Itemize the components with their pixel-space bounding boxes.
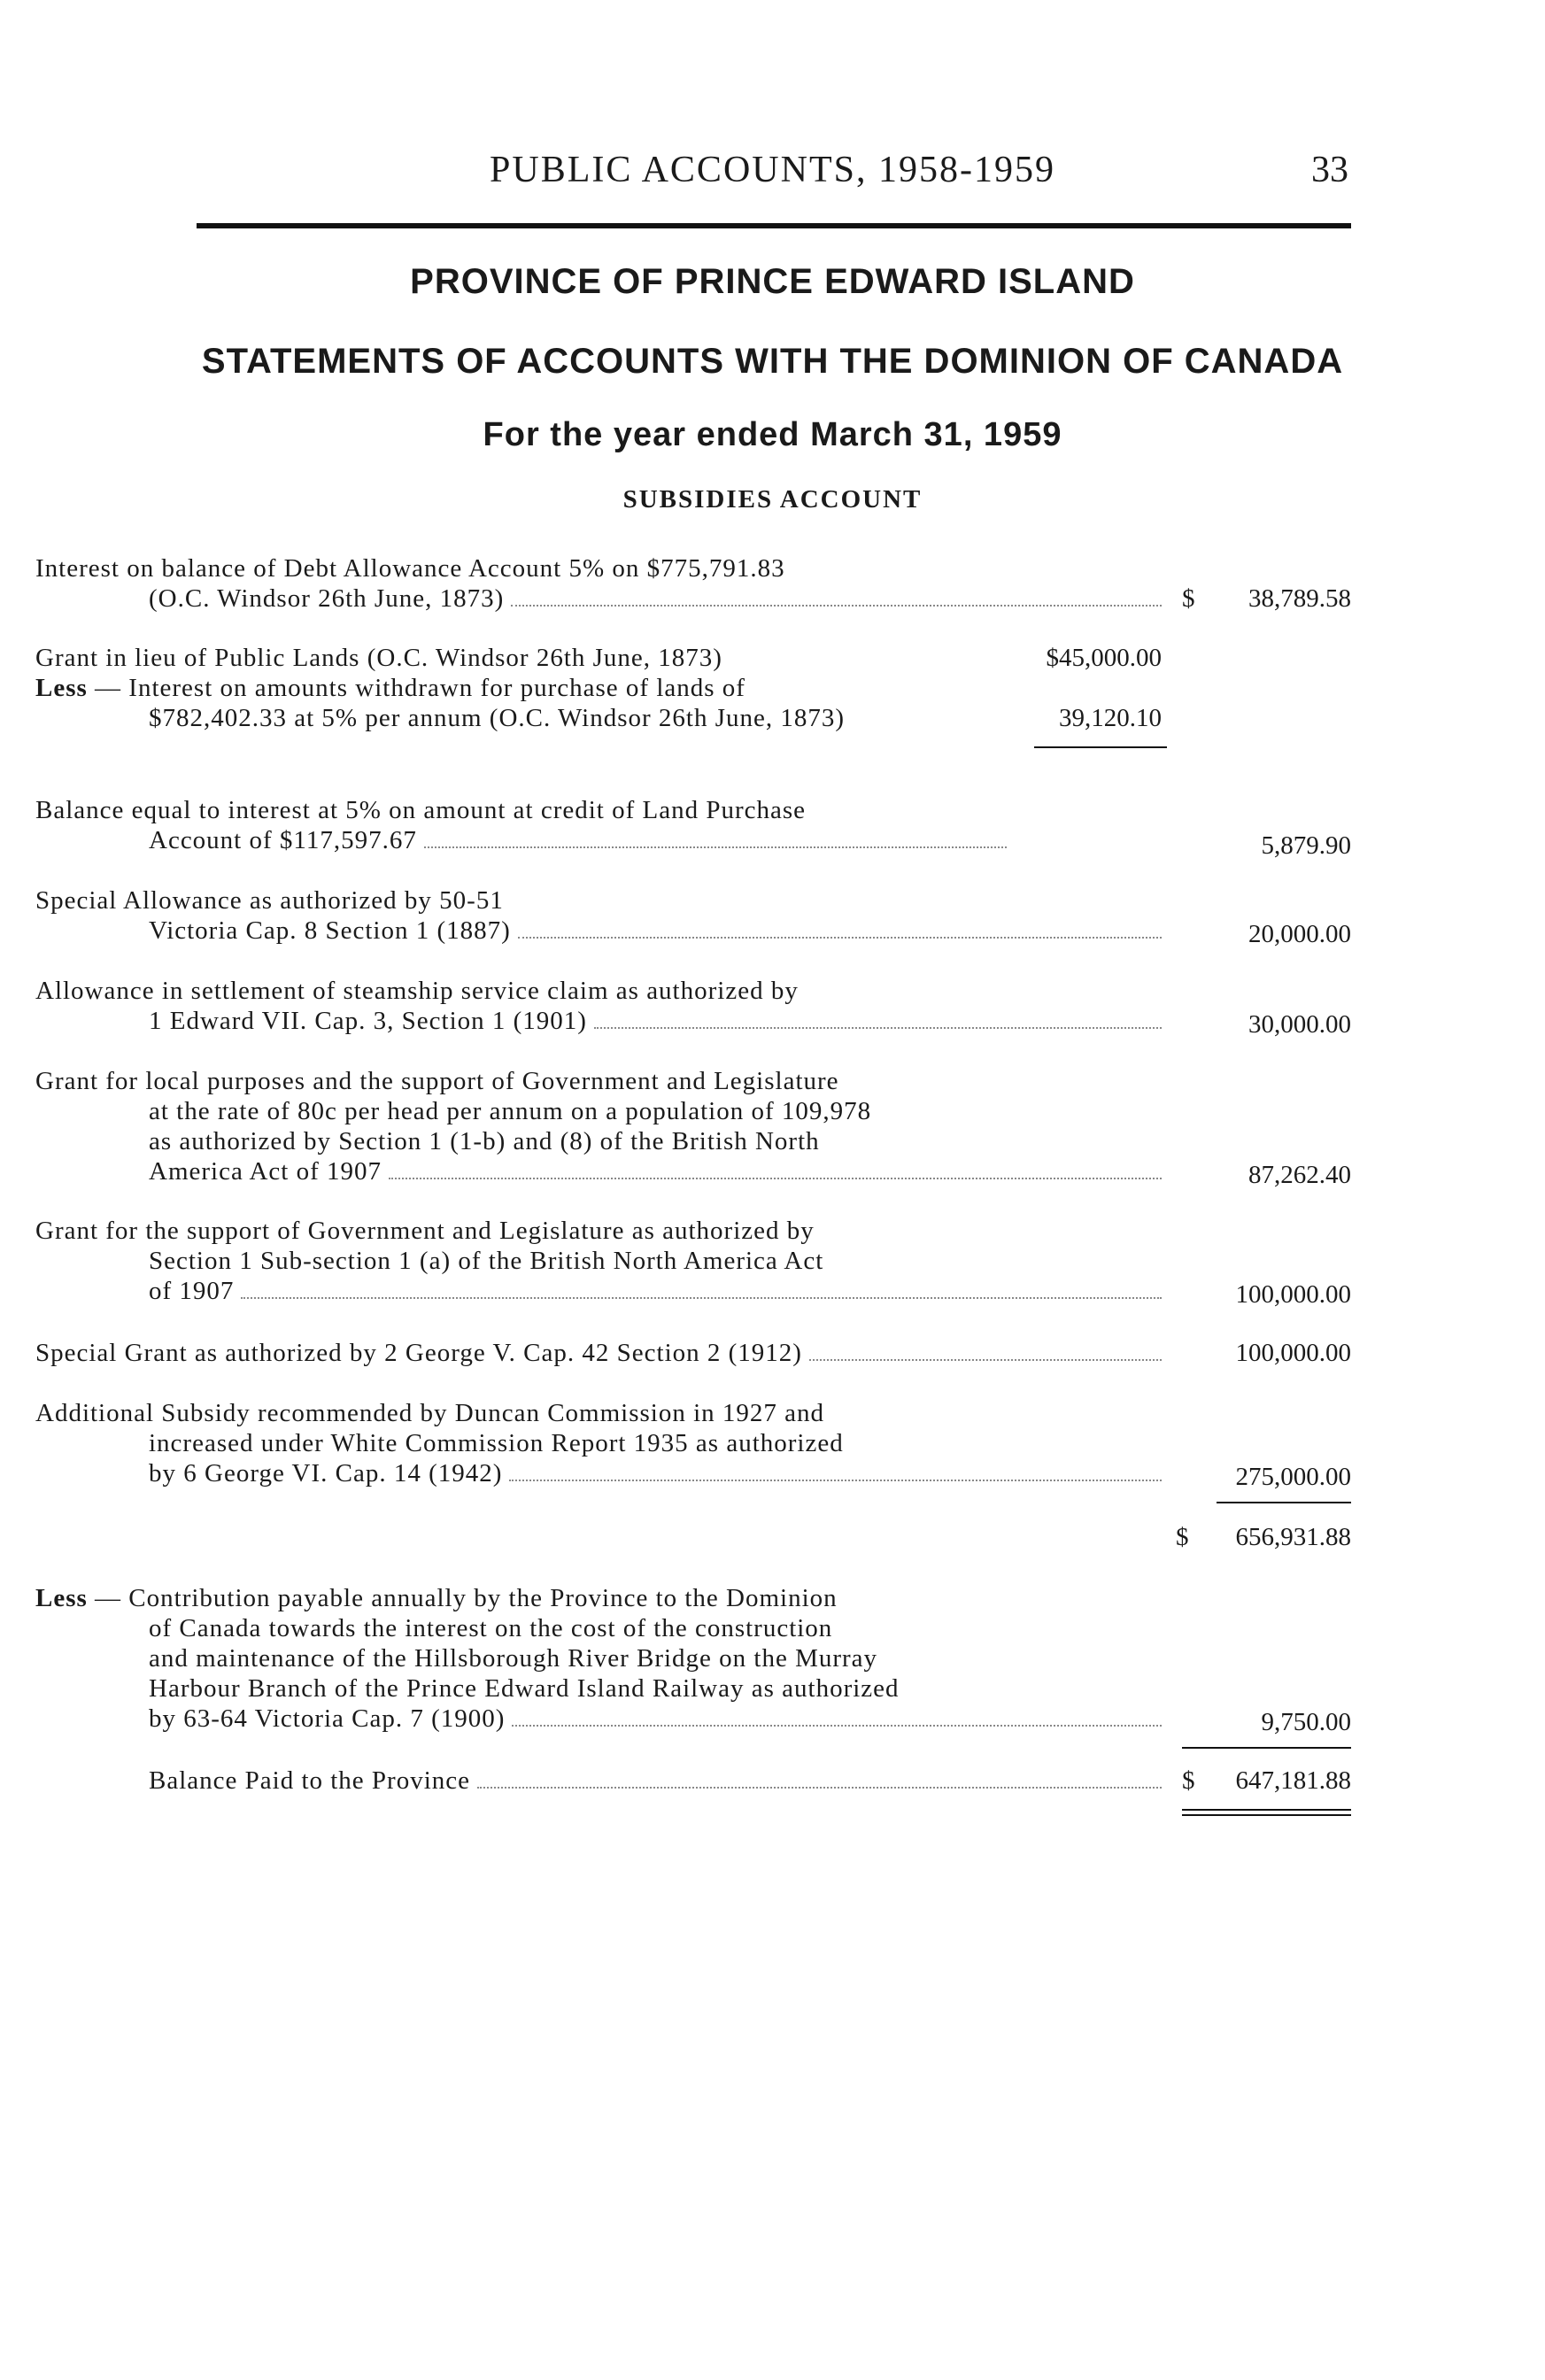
govt-amount: 100,000.00 (1235, 1280, 1351, 1309)
local-line-1: Grant for local purposes and the support of Government and Legislature (35, 1067, 839, 1095)
balance-line-1: Balance equal to interest at 5% on amount at credit of Land Purchase (35, 796, 807, 824)
heading-period: For the year ended March 31, 1959 (483, 416, 1062, 453)
contrib-line-2: of Canada towards the interest on the cost of the construction (149, 1614, 833, 1642)
page-number: 33 (1311, 150, 1348, 190)
contrib-line-3: and maintenance of the Hillsborough River Bridge on the Murray (149, 1644, 878, 1673)
dollar-sign: $ (1176, 1523, 1189, 1551)
final-rule (1182, 1747, 1351, 1749)
govt-line-1: Grant for the support of Government and Legislature as authorized by (35, 1217, 815, 1245)
additional-amount: 275,000.00 (1235, 1463, 1351, 1491)
grant-lands-line: Grant in lieu of Public Lands (O.C. Windsor 26th June, 1873) (35, 644, 722, 672)
steamship-line-2: 1 Edward VII. Cap. 3, Section 1 (1901) (149, 1006, 1167, 1036)
double-rule-top (1182, 1809, 1351, 1811)
heading-province: PROVINCE OF PRINCE EDWARD ISLAND (410, 262, 1135, 301)
contrib-line-1: Less — Contribution payable annually by the Province to the Dominion (35, 1584, 838, 1612)
interest-line-2: (O.C. Windsor 26th June, 1873) (149, 583, 1167, 614)
grant-lands-amount: $45,000.00 (1046, 644, 1162, 672)
special-grant-line: Special Grant as authorized by 2 George V. Cap. 42 Section 2 (1912) (35, 1338, 1167, 1368)
dollar-sign: $ (1182, 1766, 1195, 1795)
special-grant-amount: 100,000.00 (1235, 1339, 1351, 1367)
local-line-4: America Act of 1907 (149, 1156, 1167, 1186)
steamship-line-1: Allowance in settlement of steamship service claim as authorized by (35, 977, 799, 1005)
subtotal-amount: 656,931.88 (1235, 1523, 1351, 1551)
less-interest-amount: 39,120.10 (1059, 704, 1162, 732)
total-rule (1217, 1502, 1351, 1503)
contrib-line-4: Harbour Branch of the Prince Edward Island Railway as authorized (149, 1674, 900, 1703)
dollar-sign: $ (1182, 584, 1195, 613)
special-line-1: Special Allowance as authorized by 50-51 (35, 886, 504, 915)
govt-line-2: Section 1 Sub-section 1 (a) of the British North America Act (149, 1247, 824, 1275)
header-rule (197, 223, 1351, 228)
special-line-2: Victoria Cap. 8 Section 1 (1887) (149, 916, 1167, 946)
local-line-2: at the rate of 80c per head per annum on a population of 109,978 (149, 1097, 872, 1125)
balance-amount: 5,879.90 (1261, 831, 1351, 860)
local-line-3: as authorized by Section 1 (1-b) and (8) of the British North (149, 1127, 820, 1155)
local-amount: 87,262.40 (1248, 1161, 1351, 1189)
running-header (0, 149, 1545, 202)
steamship-amount: 30,000.00 (1248, 1010, 1351, 1039)
additional-line-1: Additional Subsidy recommended by Duncan Commission in 1927 and (35, 1399, 825, 1427)
interest-amount: 38,789.58 (1248, 584, 1351, 613)
contrib-amount: 9,750.00 (1261, 1708, 1351, 1736)
interest-line-1: Interest on balance of Debt Allowance Account 5% on $775,791.83 (35, 554, 785, 583)
heading-statements: STATEMENTS OF ACCOUNTS WITH THE DOMINION OF CANADA (201, 342, 1344, 381)
double-rule-bottom (1182, 1814, 1351, 1816)
balance-line-2: Account of $117,597.67 (149, 825, 1012, 855)
paid-amount: 647,181.88 (1235, 1766, 1351, 1795)
paid-line: Balance Paid to the Province (149, 1766, 1167, 1796)
running-header-title: PUBLIC ACCOUNTS, 1958-1959 (490, 150, 1055, 190)
govt-line-3: of 1907 (149, 1276, 1167, 1306)
less-interest-line-1: Less — Interest on amounts withdrawn for purchase of lands of (35, 674, 745, 702)
additional-line-3: by 6 George VI. Cap. 14 (1942) (149, 1458, 1167, 1488)
less-interest-line-2: $782,402.33 at 5% per annum (O.C. Windsor 26th June, 1873) (149, 704, 846, 732)
contrib-line-5: by 63-64 Victoria Cap. 7 (1900) (149, 1704, 1167, 1734)
heading-account: SUBSIDIES ACCOUNT (622, 485, 923, 514)
special-amount: 20,000.00 (1248, 920, 1351, 948)
subtotal-rule (1034, 746, 1167, 748)
additional-line-2: increased under White Commission Report 1935 as authorized (149, 1429, 844, 1457)
